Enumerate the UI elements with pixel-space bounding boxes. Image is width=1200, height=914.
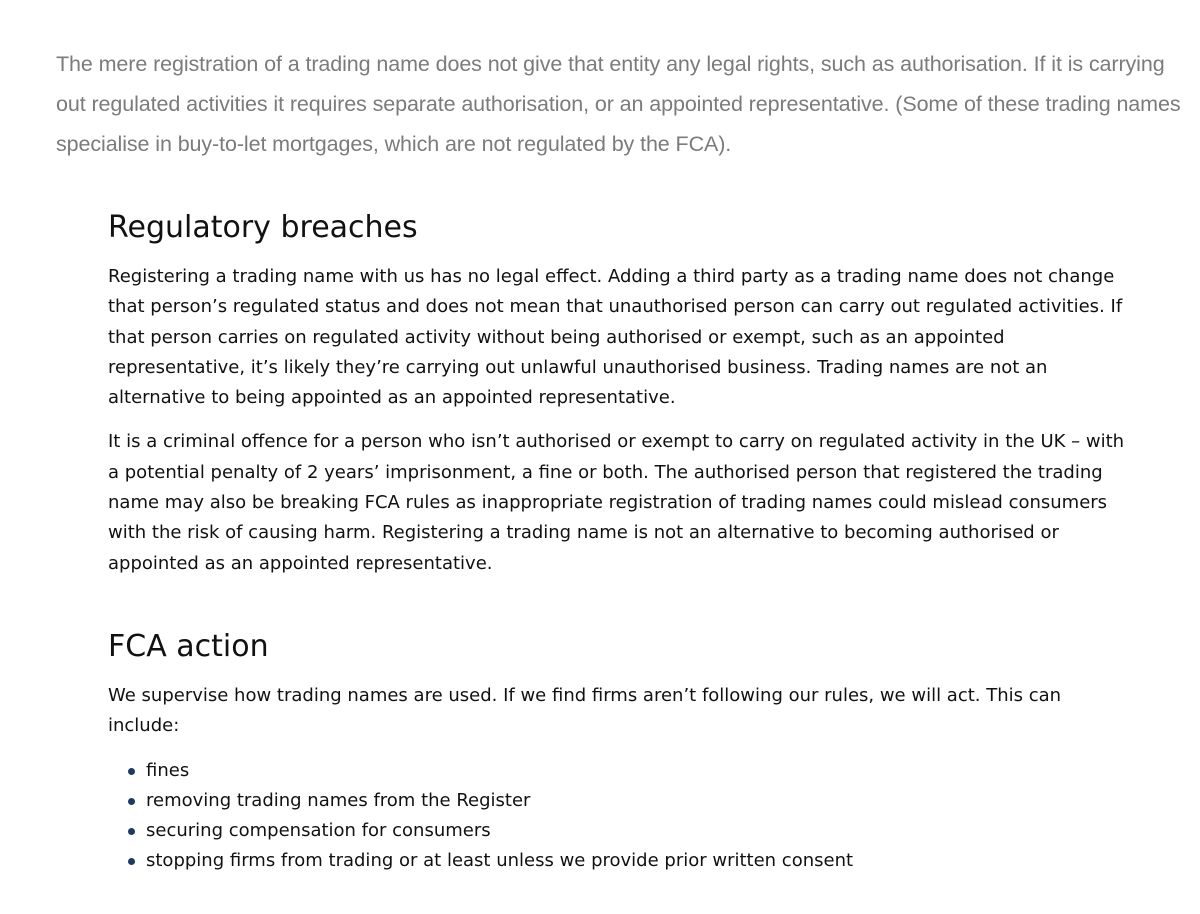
list-item-text: fines	[146, 759, 190, 781]
bullet-icon	[128, 858, 135, 865]
bullet-icon	[128, 798, 135, 805]
intro-paragraph: The mere registration of a trading name does not give that entity any legal rights, such as authorisation. If it is carrying out regulated activities it requires separate authorisation, or an appointed representative. (Some of these trading names specialise in buy-to-let mortgages, which are not regulated by the FCA).	[56, 52, 1181, 156]
list-item-text: removing trading names from the Register	[146, 789, 531, 811]
regulatory-breaches-paragraph-2: It is a criminal offence for a person who isn’t authorised or exempt to carry on regulated activity in the UK – with a potential penalty of 2 years’ imprisonment, a fine or both. The authorised person that registered the trading name may also be breaking FCA rules as inappropriate registration of trading names could mislead consumers with the risk of causing harm. Registering a trading name is not an alternative to becoming authorised or appointed as an appointed representative.	[108, 431, 1125, 574]
main-content	[108, 206, 1138, 877]
list-item-text: stopping firms from trading or at least unless we provide prior written consent	[146, 850, 854, 872]
list-item	[128, 756, 1138, 786]
fca-action-list	[108, 756, 1138, 877]
regulatory-breaches-heading: Regulatory breaches	[108, 210, 418, 245]
list-item-text: securing compensation for consumers	[146, 820, 491, 842]
list-item	[128, 846, 1138, 876]
fca-action-paragraph: We supervise how trading names are used. If we find firms aren’t following our rules, we will act. This can include:	[108, 684, 1062, 737]
bullet-icon	[128, 828, 135, 835]
regulatory-breaches-paragraph-1: Registering a trading name with us has no legal effect. Adding a third party as a trading name does not change that person’s regulated status and does not mean that unauthorised person can carry out regulated activities. If that person carries on regulated activity without being authorised or exempt, such as an appointed representative, it’s likely they’re carrying out unlawful unauthorised business. Trading names are not an alternative to being appointed as an appointed representative.	[108, 266, 1123, 409]
list-item	[128, 816, 1138, 846]
bullet-icon	[128, 768, 135, 775]
list-item	[128, 786, 1138, 816]
fca-action-heading: FCA action	[108, 628, 269, 664]
